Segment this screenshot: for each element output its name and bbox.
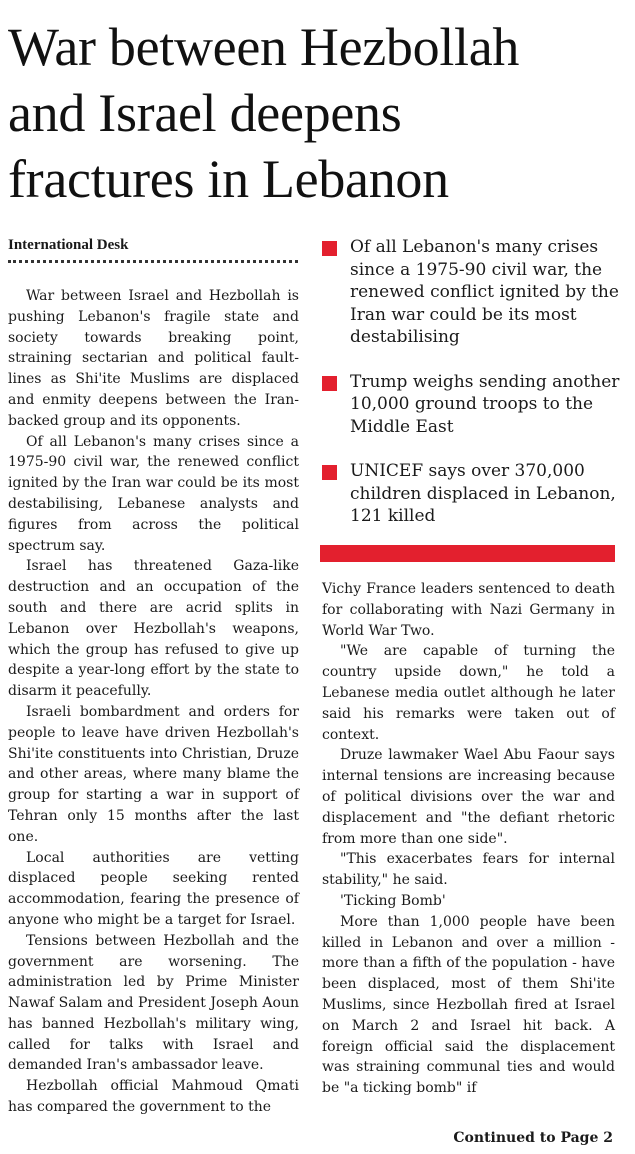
red-square-bullet-icon [322, 241, 337, 256]
byline: International Desk [8, 236, 298, 263]
highlights-box [320, 236, 620, 528]
paragraph: Israel has threatened Gaza-like destruction and an occupation of the south and there are acrid splits in Lebanon over Hezbollah's weapons, which the group has refused to give up despite a year-long effort by the state to disarm it peacefully. [8, 558, 299, 700]
paragraph: Druze lawmaker Wael Abu Faour says internal tensions are increasing because of political divisions over the war and displacement and "the defiant rhetoric from more than one side". [322, 747, 615, 847]
highlight-text: Trump weighs sending another 10,000 ground troops to the Middle East [350, 371, 620, 437]
red-divider-bar [320, 545, 615, 562]
continued-link[interactable]: Continued to Page 2 [453, 1130, 613, 1146]
article-column-right [322, 579, 615, 1099]
paragraph: Of all Lebanon's many crises since a 1975-90 civil war, the renewed conflict ignited by the Iran war could be its most destabilising, Lebanese analysts and figures from across the political spectrum say. [8, 433, 299, 554]
paragraph: Tensions between Hezbollah and the government are worsening. The administration led by Prime Minister Nawaf Salam and President Joseph Aoun has banned Hezbollah's military wing, called for talks with Israel and demanded Iran's ambassador leave. [8, 932, 299, 1074]
paragraph: Hezbollah official Mahmoud Qmati has compared the government to the [8, 1078, 299, 1116]
highlight-item [320, 371, 620, 439]
highlight-text: Of all Lebanon's many crises since a 1975-90 civil war, the renewed conflict ignited by the Iran war could be its most destabilising [350, 237, 619, 347]
highlight-text: UNICEF says over 370,000 children displaced in Lebanon, 121 killed [350, 461, 616, 526]
paragraph: Vichy France leaders sentenced to death for collaborating with Nazi Germany in World War Two. [322, 581, 615, 639]
highlight-item [320, 236, 620, 349]
highlight-item [320, 460, 620, 528]
red-square-bullet-icon [322, 465, 337, 480]
paragraph: "We are capable of turning the country upside down," he told a Lebanese media outlet although he later said his remarks were taken out of context. [322, 643, 615, 743]
headline [8, 14, 628, 212]
headline-line: fractures in Lebanon [8, 149, 449, 209]
red-square-bullet-icon [322, 376, 337, 391]
paragraph: War between Israel and Hezbollah is pushing Lebanon's fragile state and society towards breaking point, straining sectarian and political fault-lines as Shi'ite Muslims are displaced and enmity deepens between the Iran-backed group and its opponents. [8, 288, 299, 429]
paragraph: More than 1,000 people have been killed in Lebanon and over a million - more than a fifth of the population - have been displaced, most of them Shi'ite Muslims, since Hezbollah fired at Israel on March 2 and Israel hit back. A foreign official said the displacement was straining communal ties and would be "a ticking bomb" if [322, 913, 615, 1097]
headline-line: and Israel deepens [8, 83, 402, 143]
article-column-left [8, 286, 299, 1118]
subheading: 'Ticking Bomb' [340, 892, 446, 909]
headline-line: War between Hezbollah [8, 17, 520, 77]
paragraph: Israeli bombardment and orders for people to leave have driven Hezbollah's Shi'ite constituents into Christian, Druze and other areas, where many blame the group for starting a war in support of Tehran only 15 months after the last one. [8, 703, 299, 845]
paragraph: Local authorities are vetting displaced people seeking rented accommodation, fearing the presence of anyone who might be a target for Israel. [8, 849, 299, 928]
paragraph: "This exacerbates fears for internal stability," he said. [322, 851, 615, 889]
